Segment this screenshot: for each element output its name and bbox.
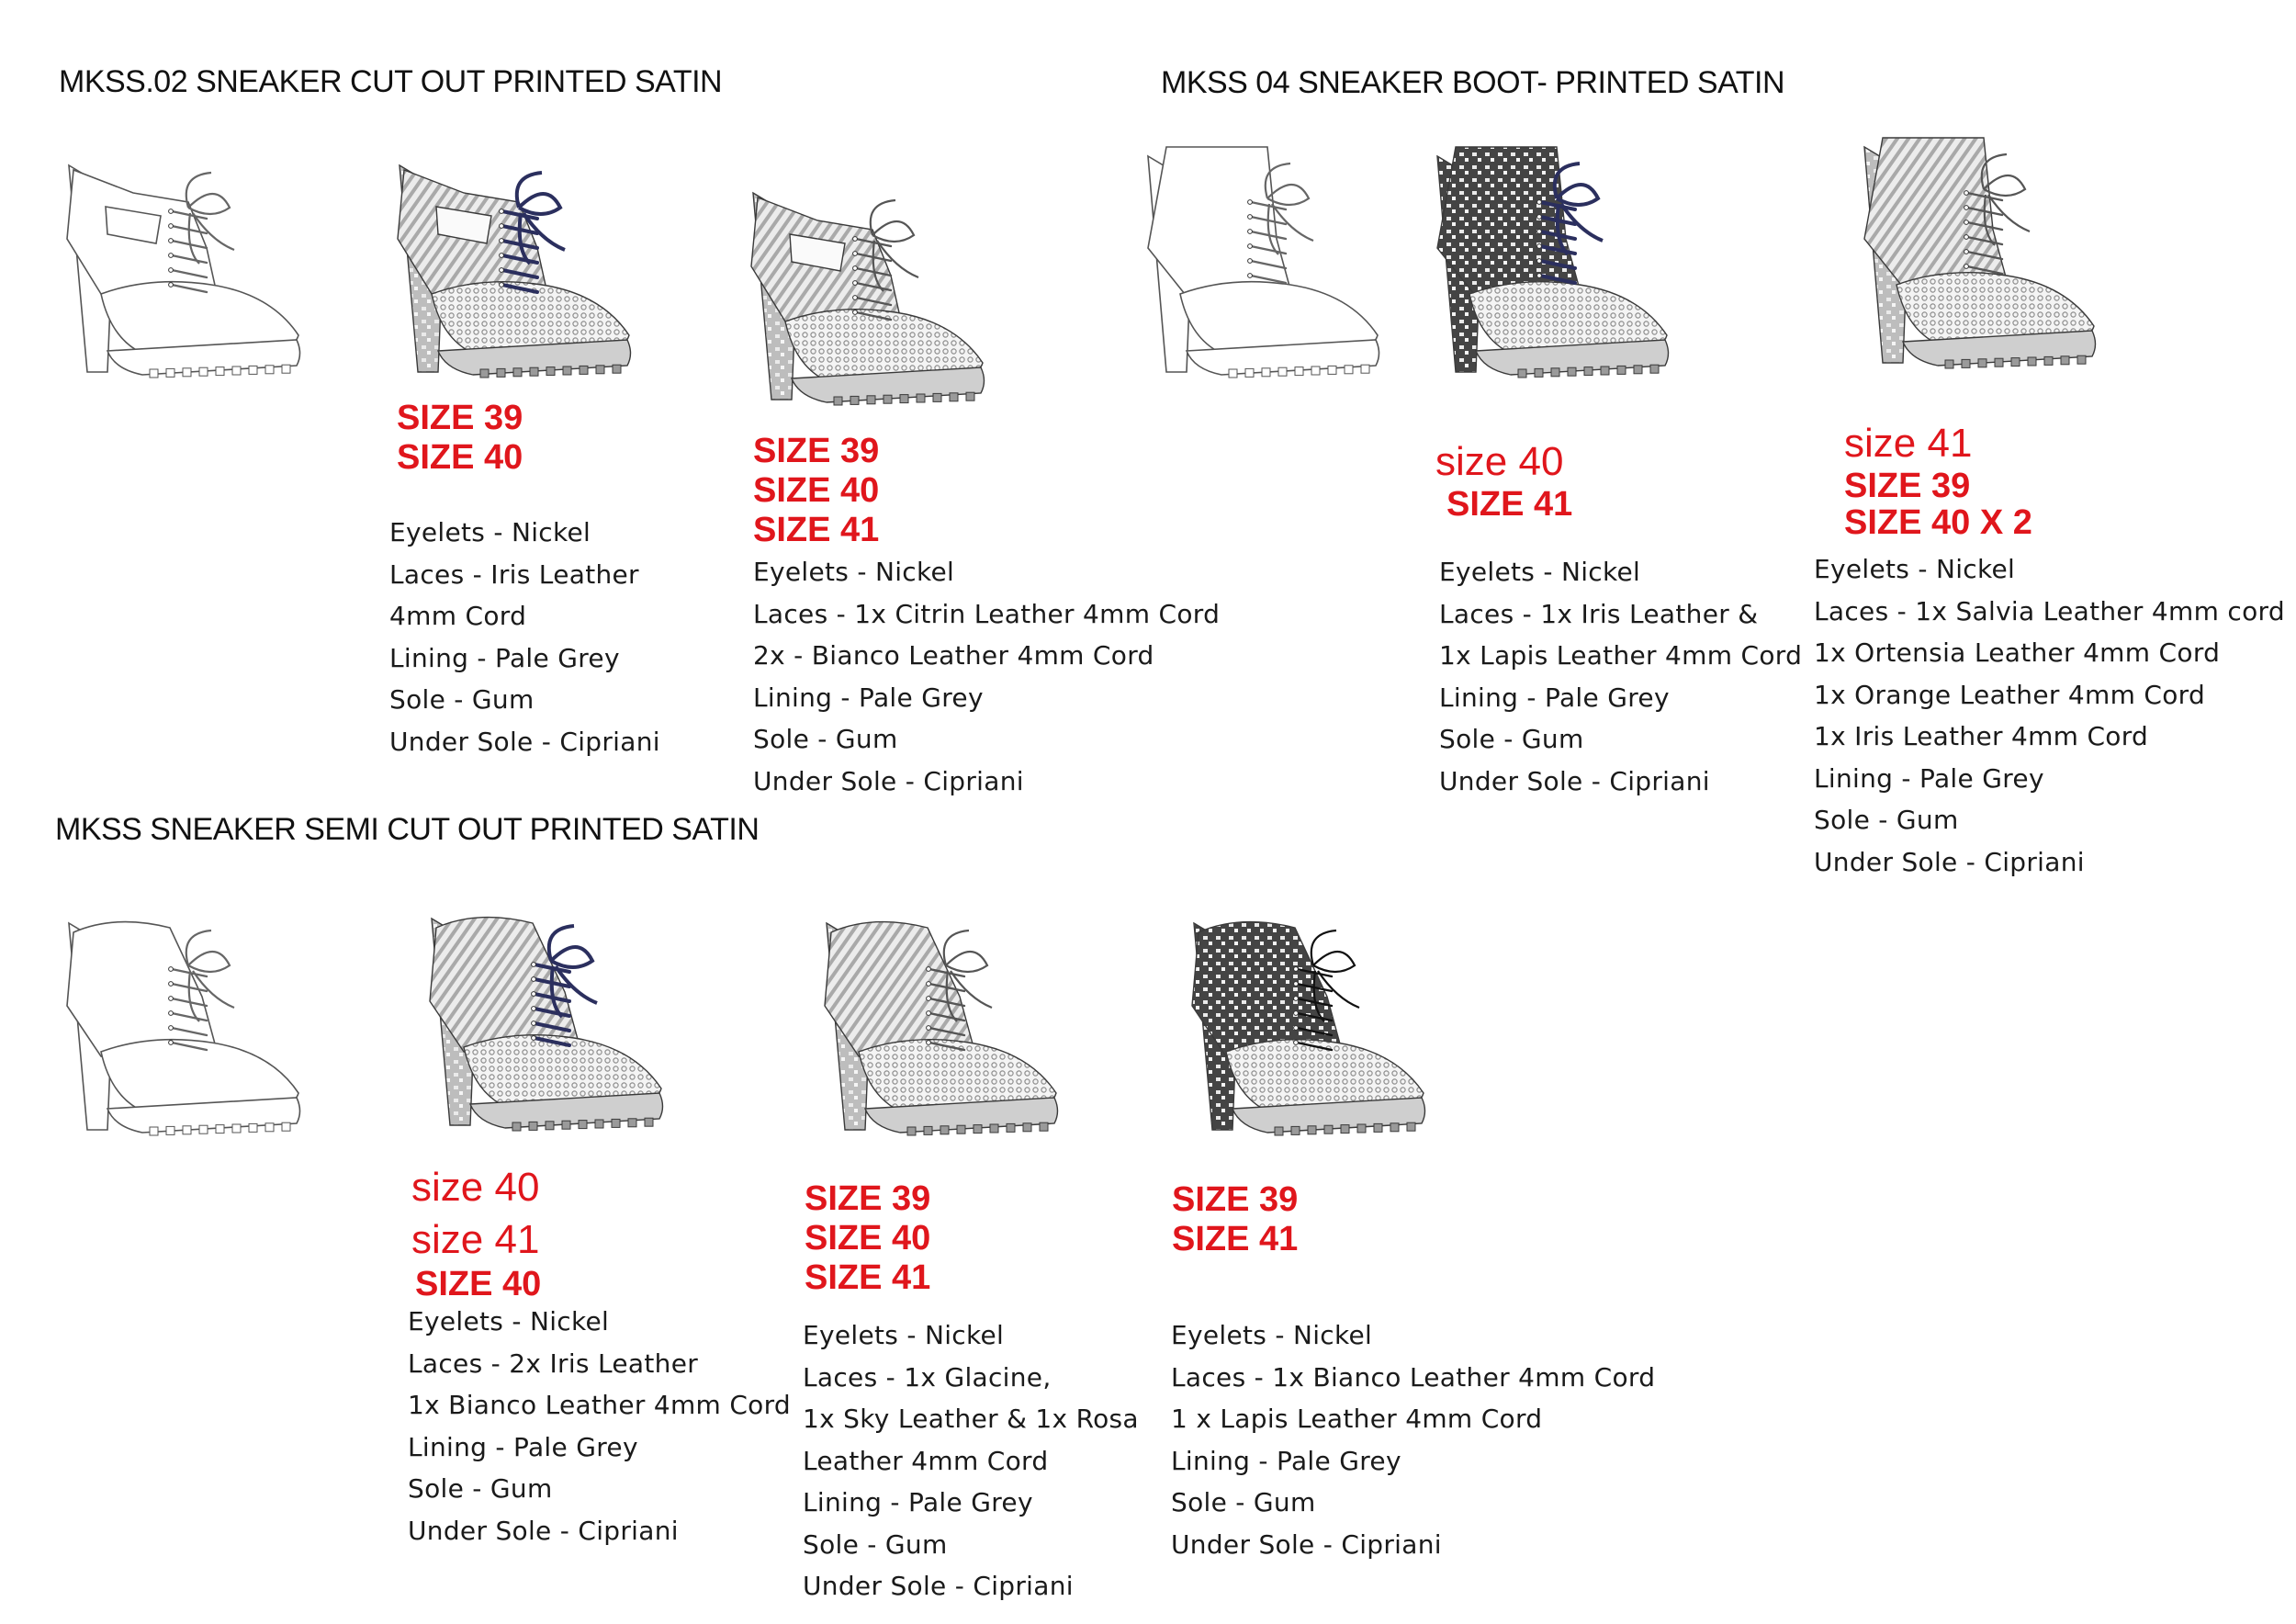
- spec-line: Eyelets - Nickel: [753, 557, 955, 587]
- spec-list-semi-bianco-lapis: [1171, 1314, 1655, 1565]
- spec-line: Lining - Pale Grey: [1171, 1445, 1401, 1476]
- spec-line: 1x Sky Leather & 1x Rosa: [803, 1404, 1139, 1434]
- spec-line: Under Sole - Cipriani: [803, 1571, 1074, 1601]
- spec-line: Laces - 2x Iris Leather: [408, 1348, 699, 1379]
- spec-line: 1x Lapis Leather 4mm Cord: [1439, 640, 1803, 671]
- spec-line: 2x - Bianco Leather 4mm Cord: [753, 640, 1154, 671]
- spec-line: Under Sole - Cipriani: [753, 765, 1024, 796]
- size-label: SIZE 41: [1172, 1220, 1299, 1258]
- size-list-semi-glacine: [805, 1179, 930, 1298]
- spec-line: Sole - Gum: [408, 1473, 553, 1504]
- size-label: SIZE 39: [1844, 467, 1971, 505]
- shoe-illustration-mkss04-salvia: [1846, 129, 2112, 413]
- size-label: SIZE 41: [753, 511, 880, 549]
- spec-line: Sole - Gum: [1171, 1487, 1316, 1517]
- spec-list-semi-iris: [408, 1301, 791, 1551]
- spec-line: Laces - 1x Citrin Leather 4mm Cord: [753, 598, 1221, 629]
- size-label: SIZE 41: [805, 1258, 931, 1297]
- spec-line: Sole - Gum: [803, 1528, 948, 1560]
- size-label: SIZE 39: [753, 432, 880, 470]
- size-label: SIZE 40 X 2: [1844, 503, 2032, 542]
- spec-line: Eyelets - Nickel: [1439, 557, 1641, 587]
- size-list-mkss04-salvia: [1844, 420, 2032, 541]
- size-list-semi-bianco-lapis: [1172, 1180, 1298, 1259]
- size-label: SIZE 39: [1172, 1180, 1299, 1219]
- size-label: SIZE 40: [415, 1265, 542, 1303]
- spec-line: Sole - Gum: [1814, 805, 1959, 835]
- spec-line: Laces - 1x Salvia Leather 4mm cord: [1814, 595, 2285, 626]
- shoe-sketch-mkss04-blank: [1130, 138, 1396, 413]
- size-label: size 40: [411, 1165, 540, 1210]
- spec-list-mkss04-salvia: [1814, 548, 2285, 883]
- spec-line: Lining - Pale Grey: [408, 1431, 638, 1462]
- spec-line: Sole - Gum: [1439, 724, 1584, 754]
- size-label: size 41: [411, 1217, 540, 1262]
- section-title-mkss04: MKSS 04 SNEAKER BOOT- PRINTED SATIN: [1161, 65, 1785, 100]
- spec-line: 1 x Lapis Leather 4mm Cord: [1171, 1404, 1543, 1434]
- spec-line: Eyelets - Nickel: [1171, 1320, 1373, 1350]
- spec-line: Laces - 1x Glacine,: [803, 1361, 1052, 1393]
- shoe-illustration-mkss02-iris: [381, 138, 647, 395]
- spec-line: Lining - Pale Grey: [1439, 682, 1670, 713]
- shoe-sketch-semi-blank: [51, 896, 317, 1167]
- spec-line: 4mm Cord: [389, 601, 527, 631]
- spec-line: Under Sole - Cipriani: [408, 1515, 679, 1546]
- shoe-illustration-mkss04-iris: [1419, 138, 1685, 423]
- size-label: SIZE 40: [805, 1219, 931, 1257]
- spec-line: Lining - Pale Grey: [753, 682, 984, 713]
- spec-line: Eyelets - Nickel: [408, 1306, 610, 1336]
- spec-line: Sole - Gum: [753, 724, 898, 754]
- spec-line: Lining - Pale Grey: [389, 642, 620, 673]
- size-label: SIZE 41: [1446, 485, 1573, 524]
- spec-line: Eyelets - Nickel: [803, 1320, 1005, 1350]
- spec-list-mkss02-citrin: [753, 551, 1220, 802]
- shoe-sketch-mkss02-blank: [51, 138, 317, 395]
- spec-line: 1x Iris Leather 4mm Cord: [1814, 721, 2149, 751]
- spec-line: Eyelets - Nickel: [1814, 554, 2016, 584]
- section-title-mkss02: MKSS.02 SNEAKER CUT OUT PRINTED SATIN: [59, 64, 723, 99]
- spec-line: Laces - Iris Leather: [389, 558, 639, 590]
- spec-line: Eyelets - Nickel: [389, 517, 591, 547]
- spec-line: Leather 4mm Cord: [803, 1445, 1049, 1476]
- size-list-mkss02-iris: [397, 399, 523, 478]
- spec-line: Under Sole - Cipriani: [1171, 1528, 1442, 1560]
- shoe-illustration-semi-bianco-lapis: [1176, 896, 1442, 1171]
- size-label: SIZE 40: [753, 471, 880, 510]
- size-label: SIZE 39: [397, 399, 523, 437]
- size-label: size 41: [1844, 421, 1973, 466]
- size-label: SIZE 40: [397, 438, 523, 477]
- spec-line: 1x Ortensia Leather 4mm Cord: [1814, 637, 2221, 668]
- size-label: SIZE 39: [805, 1179, 931, 1218]
- spec-list-mkss04-iris: [1439, 551, 1802, 802]
- section-title-mkss-semi: MKSS SNEAKER SEMI CUT OUT PRINTED SATIN: [55, 812, 760, 847]
- spec-list-semi-glacine: [803, 1314, 1139, 1607]
- size-list-mkss02-citrin: [753, 432, 879, 550]
- spec-list-mkss02-iris: [389, 512, 660, 762]
- spec-line: Laces - 1x Bianco Leather 4mm Cord: [1171, 1361, 1656, 1393]
- spec-line: Lining - Pale Grey: [803, 1487, 1033, 1517]
- spec-line: 1x Bianco Leather 4mm Cord: [408, 1390, 791, 1420]
- spec-line: Under Sole - Cipriani: [1439, 765, 1710, 796]
- spec-line: Under Sole - Cipriani: [389, 726, 660, 757]
- spec-line: Under Sole - Cipriani: [1814, 846, 2085, 877]
- size-list-mkss04-iris: [1435, 439, 1572, 524]
- size-list-semi-iris: [411, 1161, 541, 1303]
- spec-line: Laces - 1x Iris Leather &: [1439, 598, 1759, 629]
- shoe-illustration-semi-iris: [413, 891, 680, 1167]
- shoe-illustration-mkss02-citrin: [735, 165, 1001, 423]
- spec-line: Sole - Gum: [389, 684, 535, 715]
- spec-line: Lining - Pale Grey: [1814, 762, 2044, 794]
- spec-line: 1x Orange Leather 4mm Cord: [1814, 679, 2206, 710]
- shoe-illustration-semi-glacine: [808, 896, 1075, 1162]
- size-label: size 40: [1435, 439, 1564, 484]
